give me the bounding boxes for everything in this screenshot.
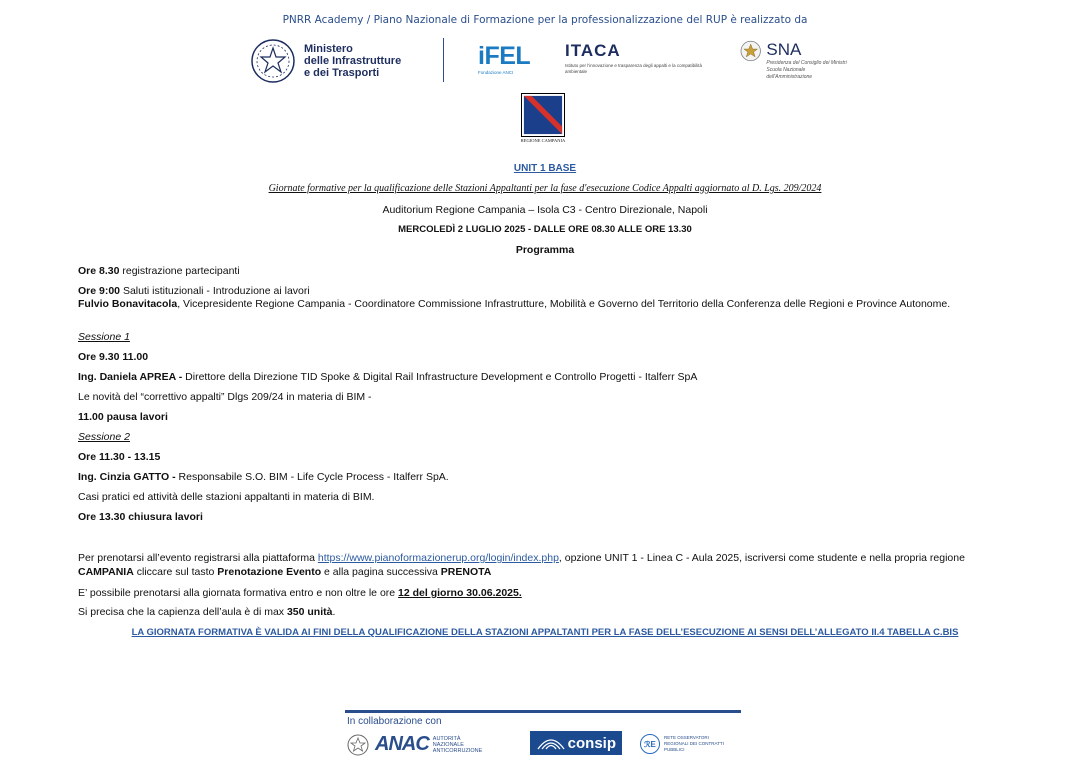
program-time: Ore 9:00 (78, 285, 121, 297)
registration-line-1 (78, 552, 965, 564)
deadline-date: 12 del giorno 30.06.2025. (398, 587, 522, 599)
registration-deadline (78, 587, 522, 599)
program-line-saluti (78, 285, 310, 297)
validity-notice: LA GIORNATA FORMATIVA È VALIDA AI FINI DELLA QUALIFICAZIONE DELLA STAZIONI APPALTANTI PER LA FASE DELL’ESECUZIONE AI SENSI DELL’ALLEGATO II.4 TABELLA C.BIS (131, 627, 959, 638)
speaker-name: Ing. Cinzia GATTO - (78, 471, 176, 483)
consip-waves-icon (536, 735, 566, 751)
registration-line-2 (78, 566, 491, 578)
registration-text: . (332, 606, 336, 618)
prenotazione-evento-label: Prenotazione Evento (217, 566, 322, 578)
event-subtitle: Giornate formative per la qualificazione delle Stazioni Appaltanti per la fase d'esecuzione Codice Appalti aggiornato al D. Lgs. 209/2024 (268, 183, 822, 194)
sessione-1-speaker (78, 371, 697, 383)
sessione-2-speaker (78, 471, 449, 483)
sna-logo (740, 40, 850, 81)
consip-wordmark: consip (567, 734, 616, 752)
ifel-subtitle: Fondazione ANCI (478, 70, 514, 75)
ifel-logo (478, 42, 530, 75)
sna-subtitle-2: Scuola Nazionale dell'Amministrazione (766, 67, 813, 80)
speaker-name: Fulvio Bonavitacola (78, 298, 178, 310)
chiusura-lavori: Ore 13.30 chiusura lavori (78, 511, 203, 523)
pausa-lavori: 11.00 pausa lavori (78, 411, 168, 423)
program-line-bonavitacola (78, 298, 950, 310)
collaboration-footer (345, 707, 745, 767)
speaker-role: , Vicepresidente Regione Campania - Coordinatore Commissione Infrastrutture, Mobilità e Governo del Territorio della Conferenza delle Regioni e Province Autonome. (177, 298, 951, 310)
speaker-name: Ing. Daniela APREA - (78, 371, 183, 383)
osservatori-subtitle: RETE OSSERVATORI REGIONALI DEI CONTRATTI PUBBLICI (664, 735, 724, 752)
prenota-label: PRENOTA (440, 566, 492, 578)
italian-republic-emblem-icon (347, 734, 369, 756)
speaker-role: Responsabile S.O. BIM - Life Cycle Process - Italferr SpA. (175, 471, 449, 483)
republic-star-icon (740, 40, 761, 62)
speaker-role: Direttore della Direzione TID Spoke & Digital Rail Infrastructure Development e Controllo Progetti - Italferr SpA (182, 371, 698, 383)
programma-heading: Programma (515, 244, 575, 256)
itaca-wordmark: ITACA (565, 41, 621, 60)
registration-text: e alla pagina successiva (321, 566, 441, 578)
ministero-line-1: Ministero (304, 43, 353, 55)
sessione-1-topic: Le novità del “correttivo appalti” Dlgs 209/24 in materia di BIM - (78, 391, 372, 403)
event-datetime: MERCOLEDÌ 2 LUGLIO 2025 - DALLE ORE 08.30 ALLE ORE 13.30 (398, 224, 692, 235)
program-line-registrazione (78, 265, 240, 277)
sessione-1-heading: Sessione 1 (78, 331, 130, 343)
italian-republic-emblem-icon (250, 38, 296, 84)
registration-text: Si precisa che la capienza dell’aula è di max (78, 606, 287, 618)
anac-subtitle-3: ANTICORRUZIONE (432, 747, 483, 754)
unit-title: UNIT 1 BASE (513, 163, 577, 174)
sna-wordmark: SNA (766, 40, 802, 59)
registration-text: E’ possibile prenotarsi alla giornata formativa entro e non oltre le ore (78, 587, 399, 599)
registration-text: Per prenotarsi all’evento registrarsi alla piattaforma (78, 552, 318, 564)
logo-divider (443, 38, 444, 82)
footer-divider (345, 710, 741, 713)
footer-caption: In collaborazione con (347, 716, 442, 727)
anac-logo (375, 733, 482, 756)
sessione-2-topic: Casi pratici ed attività delle stazioni appaltanti in materia di BIM. (78, 491, 375, 503)
consip-logo (530, 731, 622, 755)
capacity-value: 350 unità (286, 606, 333, 618)
osservatori-badge-icon: ℛE (640, 734, 660, 754)
osservatori-logo (640, 734, 734, 754)
ministero-logo (250, 38, 401, 84)
sessione-2-time: Ore 11.30 - 13.15 (78, 451, 161, 463)
campania-label: REGIONE CAMPANIA (520, 138, 566, 143)
program-time: Ore 8.30 (78, 265, 120, 277)
sna-subtitle-1: Presidenza del Consiglio dei Ministri (766, 60, 847, 66)
region-name: CAMPANIA (78, 566, 134, 578)
anac-subtitle-1: AUTORITÀ (432, 735, 461, 742)
ministero-line-3: e dei Trasporti (304, 67, 380, 79)
sessione-1-time: Ore 9.30 11.00 (78, 351, 149, 363)
regione-campania-logo (513, 93, 573, 148)
registration-text: cliccare sul tasto (133, 566, 218, 578)
capacity-note (78, 606, 335, 618)
anac-wordmark: ANAC (375, 733, 429, 755)
sessione-2-heading: Sessione 2 (78, 431, 130, 443)
campania-coat-of-arms-icon (521, 93, 565, 137)
partner-logos (250, 36, 850, 86)
program-text: registrazione partecipanti (119, 265, 240, 277)
ministero-line-2: delle Infrastrutture (304, 55, 402, 67)
itaca-subtitle: Istituto per l'innovazione e trasparenza degli appalti e la compatibilità ambientale (565, 63, 702, 74)
ifel-wordmark: iFEL (478, 42, 531, 70)
header-caption: PNRR Academy / Piano Nazionale di Formazione per la professionalizzazione del RUP è realizzato da (282, 14, 808, 26)
anac-subtitle-2: NAZIONALE (432, 741, 464, 748)
platform-link[interactable]: https://www.pianoformazionerup.org/login/index.php (317, 552, 559, 564)
event-venue: Auditorium Regione Campania – Isola C3 - Centro Direzionale, Napoli (382, 204, 708, 216)
registration-text: , opzione UNIT 1 - Linea C - Aula 2025, iscriversi come studente e nella propria regione (558, 552, 965, 564)
program-text: Saluti istituzionali - Introduzione ai lavori (120, 285, 310, 297)
itaca-logo (565, 42, 705, 75)
